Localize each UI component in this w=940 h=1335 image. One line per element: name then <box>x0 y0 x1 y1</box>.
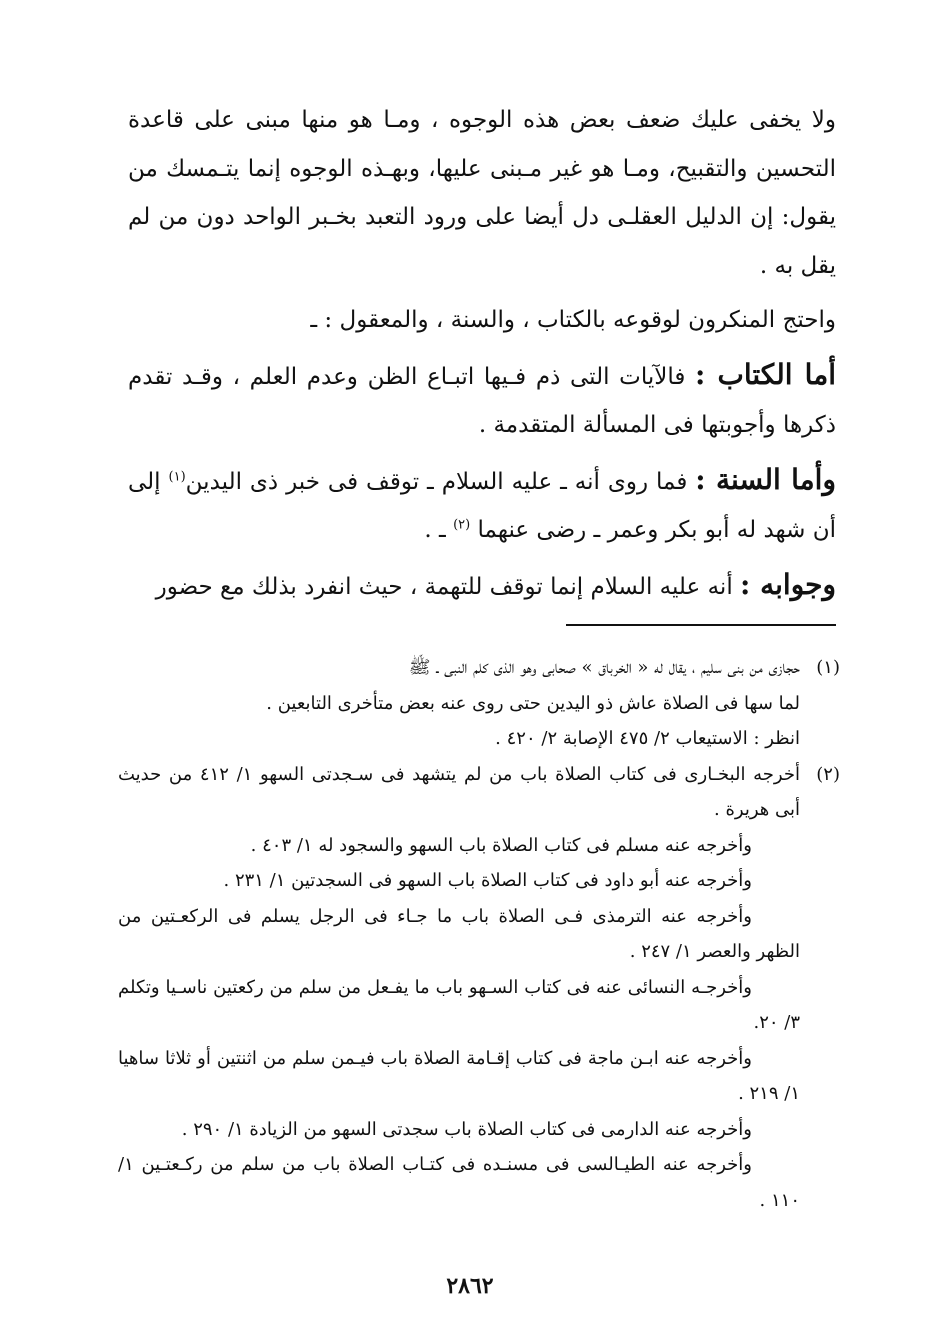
footnote-2-tirmidhi: وأخرجه عنه الترمذى فـى الصلاة باب ما جـاء فى الرجل يسلم فى الركعـتين من الظهر والعصر ١/ ٢٤٧ . <box>118 905 800 962</box>
footnote-ref-2: (٢) <box>453 517 471 533</box>
footnote-2-darimi: وأخرجه عنه الدارمى فى كتاب الصلاة باب سجدتى السهو من الزيادة ١/ ٢٩٠ . <box>181 1118 752 1140</box>
footnote-2-muslim: وأخرجه عنه مسلم فى كتاب الصلاة باب السهو والسجود له ١/ ٤٠٣ . <box>250 834 752 856</box>
paragraph-2 <box>128 296 836 345</box>
paragraph-2-text: واحتج المنكرون لوقوعه بالكتاب ، والسنة ، والمعقول : ـ <box>310 307 836 333</box>
paragraph-4-text-c: ـ . <box>424 517 454 543</box>
section-heading-book: أما الكتاب : <box>695 357 836 391</box>
paragraph-4-text-a: فما روى أنه ـ عليه السلام ـ توقف فى خبر ذى اليدين <box>185 468 696 495</box>
footnote-1-line-3: انظر : الاستيعاب ٢/ ٤٧٥ الإصابة ٢/ ٤٢٠ . <box>495 728 800 749</box>
paragraph-4 <box>128 456 836 555</box>
footnote-2-nasai: وأخرجـه النسائى عنه فى كتاب السـهو باب ما يفـعل من سلم من ركعتين ناسـيا وتكلم ٣/ ٢٠. <box>118 976 800 1033</box>
footnote-2-text: أخرجه البخـارى فى كتاب الصلاة باب من لم يتشهد فى سـجدتى السهو ١/ ٤١٢ من حديث أبى هريرة . <box>118 763 800 820</box>
paragraph-1-text: ولا يخفى عليك ضعف بعض هذه الوجوه ، ومـا هو منها مبنى على قاعدة التحسين والتقبيح، ومـا هو غير مـبنى عليها، وبهـذه الوجوه إنما يتـمسك من يقول: إن الدليل العقلـى دل أيضا على ورود التعبد بخـبر الواحد دون من لم يقل به . <box>128 107 836 279</box>
footnote-2-number: (٢) <box>816 763 840 785</box>
paragraph-5-text: أنه عليه السلام إنما توقف للتهمة ، حيث انفرد بذلك مع حضور <box>155 573 741 600</box>
footnote-2-tayalisi: وأخرجه عنه الطيـالسى فى مسنـده فى كتـاب الصلاة باب من سلم من ركـعتـين ١/ ١١٠ . <box>118 1154 800 1211</box>
footnote-2-line-1 <box>118 757 840 828</box>
footnote-1-number: (١) <box>816 657 840 678</box>
paragraph-3-text: فالآيات التى ذم فـيها اتبـاع الظن وعدم العلم ، وقـد تقدم ذكرها وأجوبتها فى المسألة المتقدمة . <box>128 363 836 438</box>
footnote-1-line-1 <box>118 650 840 686</box>
paragraph-1 <box>128 96 836 290</box>
section-heading-answer: وجوابه : <box>740 567 836 601</box>
page-number: ٢٨٦٢ <box>446 1273 494 1299</box>
footnotes <box>118 650 840 1218</box>
paragraph-4-text-b: إلى أن شهد له أبو بكر وعمر ـ رضى عنهما <box>128 468 836 543</box>
footnote-separator <box>566 624 836 626</box>
paragraph-5 <box>128 561 836 612</box>
section-heading-sunnah: وأما السنة : <box>695 462 836 496</box>
paragraph-3 <box>128 351 836 450</box>
footnote-1-line-2: لما سها فى الصلاة عاش ذو اليدين حتى روى عنه بعض متأخرى التابعين . <box>266 692 800 714</box>
main-text <box>128 96 836 611</box>
footnote-2-ibnmajah: وأخرجه عنه ابـن ماجة فى كتاب إقـامة الصلاة باب فيـمن سلم من اثنتين أو ثلاثا ساهيا ١/ ٢١٩ . <box>118 1047 800 1104</box>
footnote-1-text: حجازى من بنى سليم ، يقال له « الخرباق » صحابى وهو الذى كلم النبى ـ ﷺ <box>408 657 800 678</box>
footnote-ref-1: (١) <box>168 468 186 484</box>
footnote-2-abudawud: وأخرجه عنه أبو داود فى كتاب الصلاة باب السهو فى السجدتين ١/ ٢٣١ . <box>223 870 752 891</box>
